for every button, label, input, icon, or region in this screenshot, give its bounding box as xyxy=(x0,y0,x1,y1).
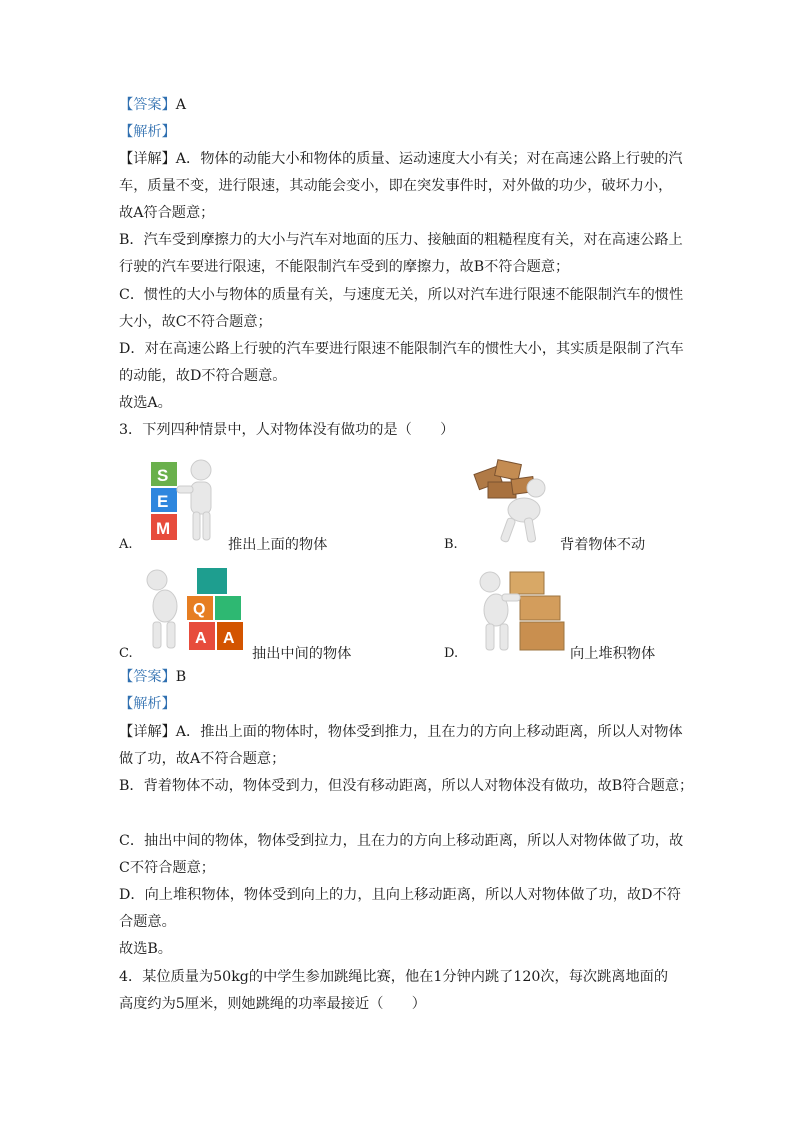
cube-letter: M xyxy=(156,519,171,538)
detail-line xyxy=(119,149,683,169)
answer-value: B xyxy=(175,669,187,685)
detail-label: 【详解】 xyxy=(119,151,176,167)
detail-line: D．向上堆积物体，物体受到向上的力，且向上移动距离，所以人对物体做了功，故D不符 xyxy=(119,887,681,903)
cube-letter: S xyxy=(157,466,169,485)
image-option-b xyxy=(466,456,556,544)
cube-letter: E xyxy=(157,492,169,511)
detail-line: 故A符合题意； xyxy=(119,205,215,221)
image-option-a xyxy=(143,456,233,544)
option-b-text: 背着物体不动 xyxy=(560,537,646,553)
detail-line: B．背着物体不动，物体受到力，但没有移动距离，所以人对物体没有做功，故B符合题意； xyxy=(119,778,694,794)
image-option-c xyxy=(143,564,249,654)
detail-line: 的动能，故D不符合题意。 xyxy=(119,368,287,384)
detail-line: B．汽车受到摩擦力的大小与汽车对地面的压力、接触面的粗糙程度有关，对在高速公路上 xyxy=(119,232,683,248)
option-c-text: 抽出中间的物体 xyxy=(252,646,352,662)
cube-letter: A xyxy=(195,630,207,647)
answer-label: 【答案】 xyxy=(119,669,176,685)
option-d-label: D. xyxy=(444,646,459,661)
answer-label: 【答案】 xyxy=(119,97,176,113)
detail-label: 【详解】 xyxy=(119,724,176,740)
detail-line: 合题意。 xyxy=(119,914,176,930)
option-b-label: B. xyxy=(444,537,458,552)
detail-line: D．对在高速公路上行驶的汽车要进行限速不能限制汽车的惯性大小，其实质是限制了汽车 xyxy=(119,341,684,357)
analysis-label: 【解析】 xyxy=(119,696,176,712)
answer-value: A xyxy=(175,97,187,113)
option-d-text: 向上堆积物体 xyxy=(570,646,656,662)
detail-line: C．抽出中间的物体，物体受到拉力，且在力的方向上移动距离，所以人对物体做了功，故 xyxy=(119,833,684,849)
detail-text: A．推出上面的物体时，物体受到推力，且在力的方向上移动距离，所以人对物体 xyxy=(175,724,683,740)
question-4-line: 4．某位质量为50kg的中学生参加跳绳比赛，他在1分钟内跳了120次，每次跳离地面的 xyxy=(119,969,669,985)
option-c-label: C. xyxy=(119,646,133,661)
conclusion-line: 故选A。 xyxy=(119,395,172,411)
option-a-label: A. xyxy=(119,537,133,552)
option-a-text: 推出上面的物体 xyxy=(228,537,328,553)
conclusion-line: 故选B。 xyxy=(119,941,172,957)
detail-line: 行驶的汽车要进行限速，不能限制汽车受到的摩擦力，故B不符合题意； xyxy=(119,259,570,275)
detail-line: 大小，故C不符合题意； xyxy=(119,314,272,330)
image-option-d xyxy=(470,564,566,654)
detail-line xyxy=(119,722,683,742)
analysis-label: 【解析】 xyxy=(119,124,176,140)
cube-letter: Q xyxy=(193,601,206,618)
cube-letter: A xyxy=(223,630,235,647)
answer-line xyxy=(119,667,186,687)
detail-line: 做了功，故A不符合题意； xyxy=(119,751,286,767)
detail-line: C．惯性的大小与物体的质量有关，与速度无关，所以对汽车进行限速不能限制汽车的惯性 xyxy=(119,287,684,303)
question-4-line: 高度约为5厘米，则她跳绳的功率最接近（ ） xyxy=(119,996,426,1012)
question-3: 3．下列四种情景中，人对物体没有做功的是（ ） xyxy=(119,422,455,438)
answer-line xyxy=(119,95,186,115)
detail-line: C不符合题意； xyxy=(119,860,215,876)
detail-line: 车，质量不变，进行限速，其动能会变小，即在突发事件时，对外做的功少，破坏力小， xyxy=(119,178,673,194)
detail-text: A．物体的动能大小和物体的质量、运动速度大小有关；对在高速公路上行驶的汽 xyxy=(175,151,683,167)
